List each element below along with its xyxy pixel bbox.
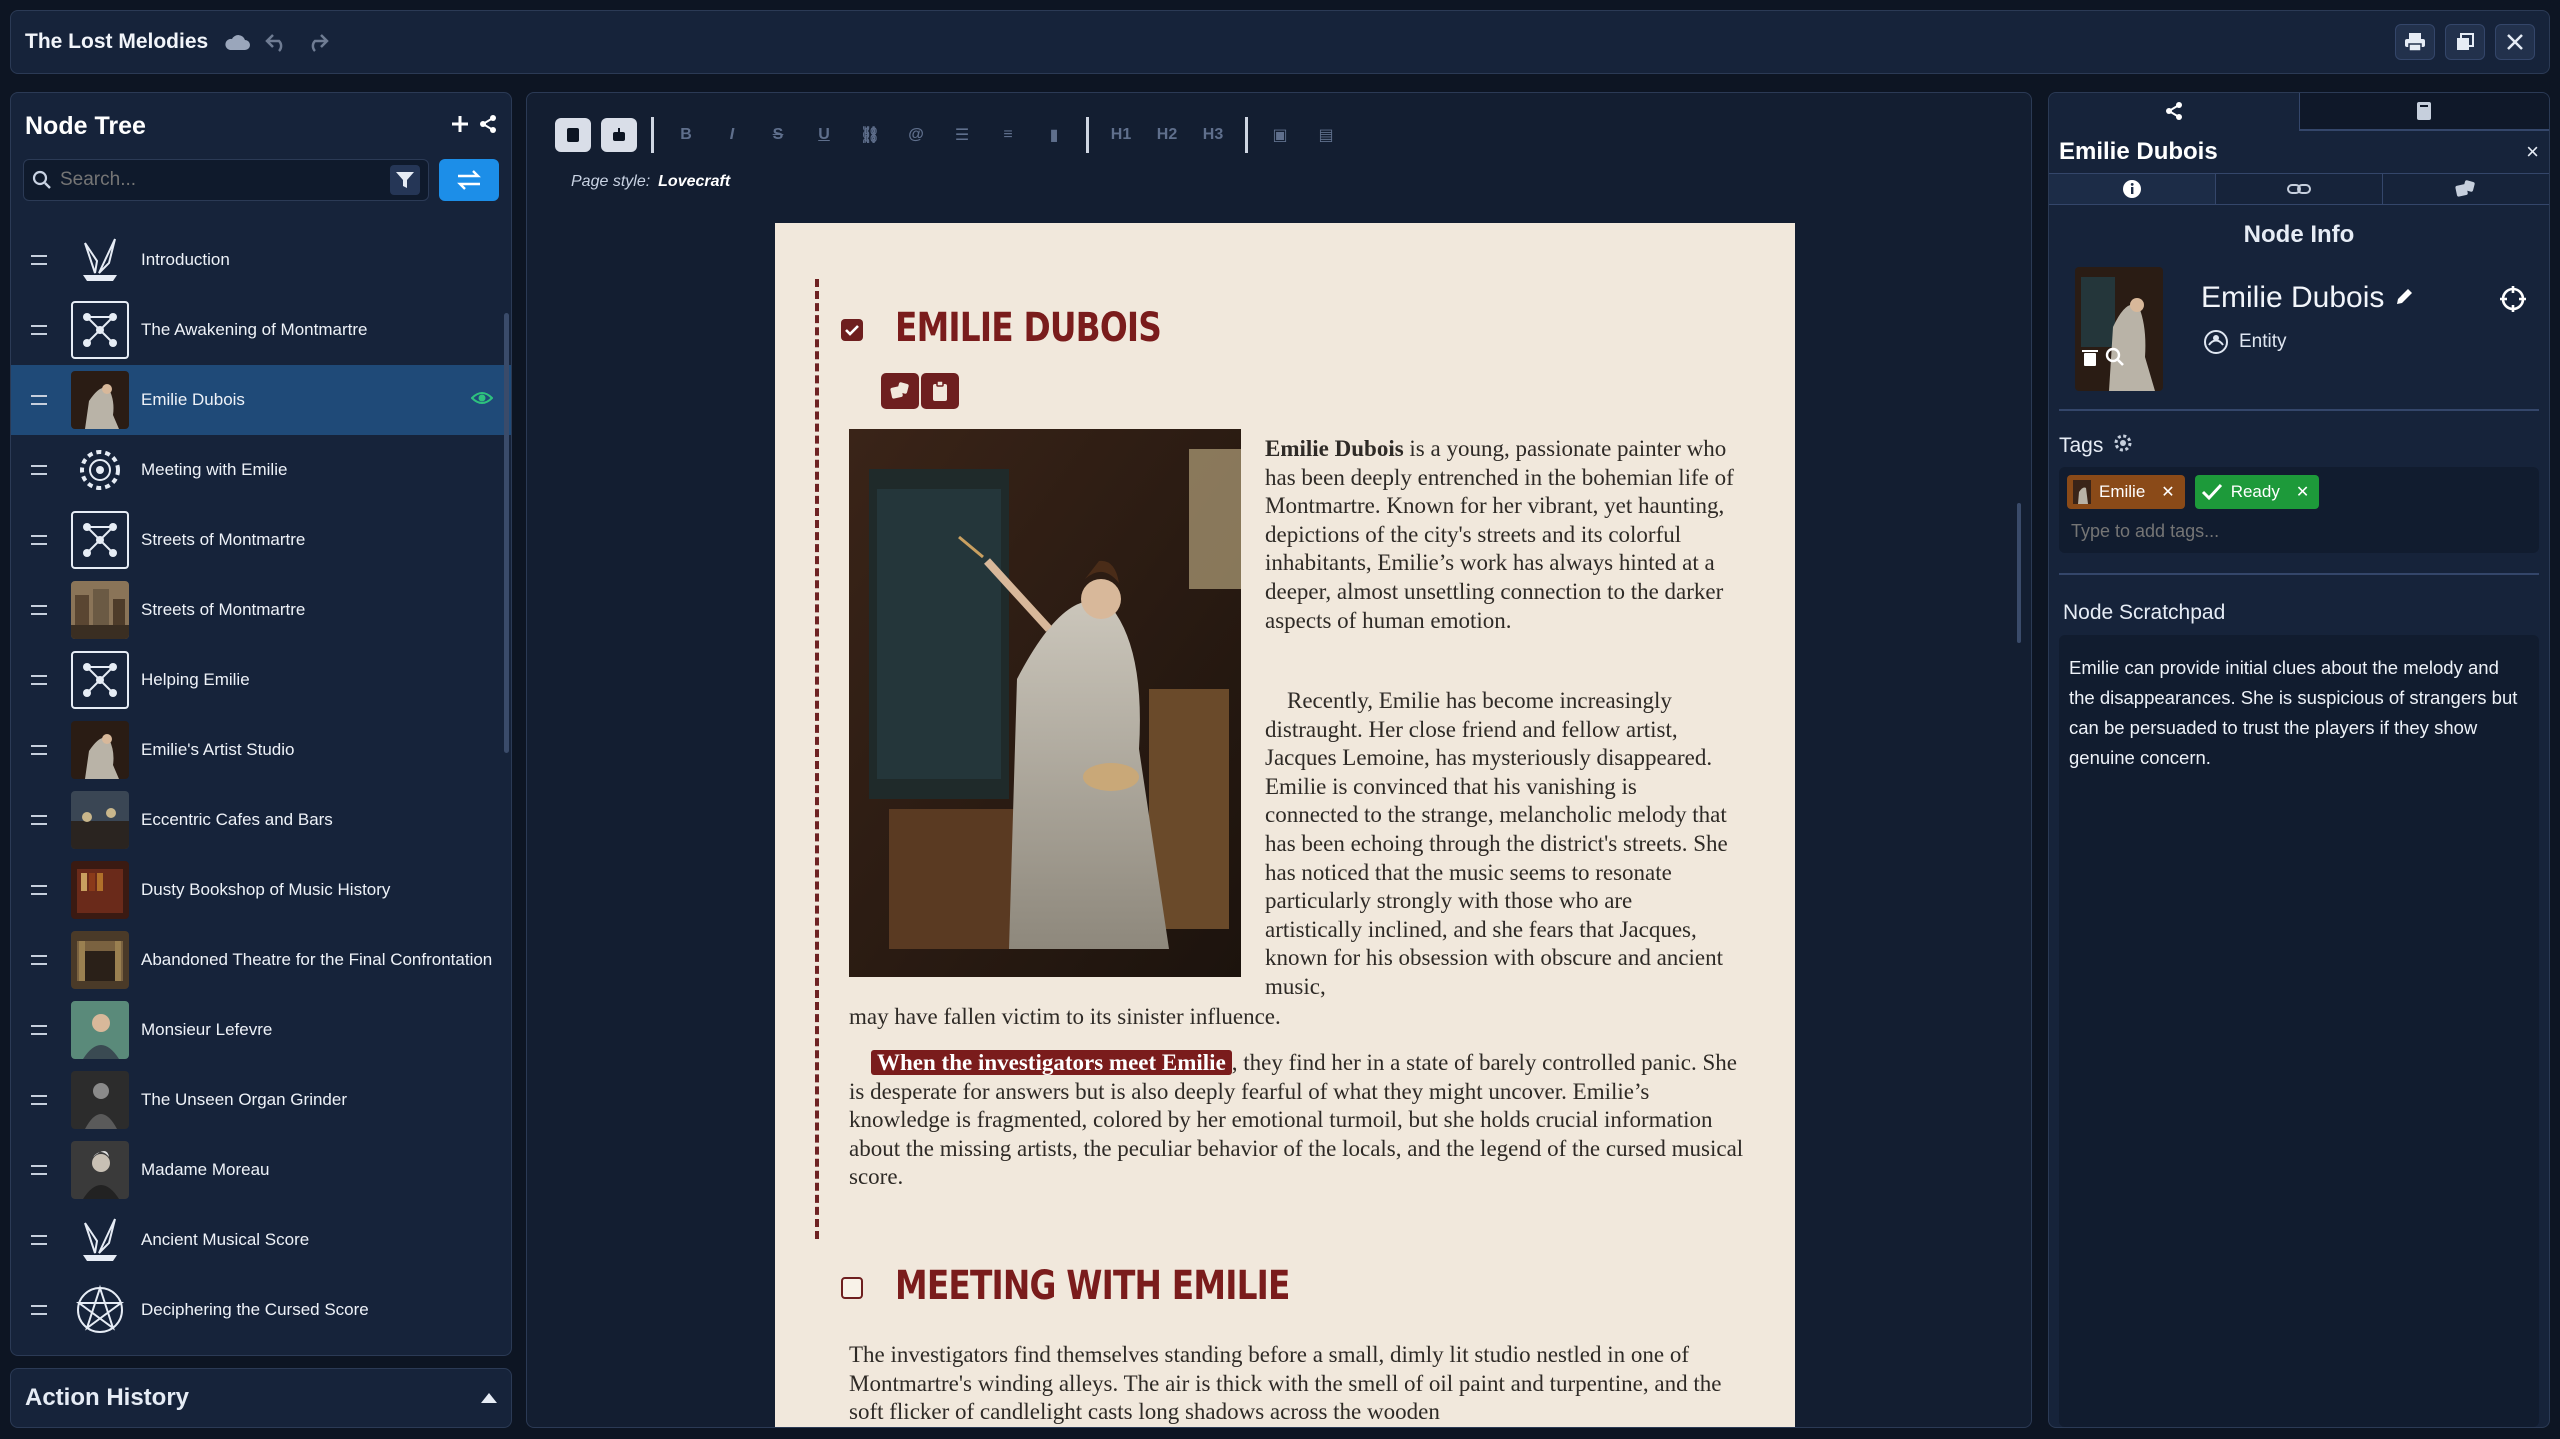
numbered-list-button[interactable] bbox=[990, 118, 1026, 152]
share-tree-button[interactable] bbox=[479, 115, 497, 138]
close-inspector-button[interactable]: × bbox=[2526, 139, 2539, 164]
drag-handle-icon[interactable] bbox=[31, 1165, 47, 1175]
tree-item-label: Meeting with Emilie bbox=[141, 460, 288, 479]
tree-item[interactable] bbox=[11, 225, 511, 295]
quill-book-icon bbox=[71, 1211, 129, 1269]
node-graph-icon bbox=[71, 511, 129, 569]
italic-button[interactable]: I bbox=[729, 126, 735, 143]
heading1-button[interactable]: H1 bbox=[1110, 126, 1132, 143]
tree-item[interactable] bbox=[11, 435, 511, 505]
dice-icon bbox=[2454, 179, 2478, 199]
robot-icon bbox=[611, 127, 627, 143]
tree-item-label: Emilie Dubois bbox=[141, 390, 245, 409]
checkmark-icon bbox=[2201, 482, 2223, 502]
inspector-panel bbox=[2048, 92, 2550, 1428]
toolbar-divider bbox=[1245, 117, 1248, 153]
tree-search-box bbox=[23, 159, 429, 201]
redo-icon[interactable] bbox=[302, 27, 332, 57]
subtab-links[interactable] bbox=[2215, 174, 2382, 204]
portrait-thumb-icon bbox=[2073, 480, 2091, 504]
pentagram-icon bbox=[71, 1281, 129, 1339]
quill-book-icon bbox=[71, 231, 129, 289]
close-icon bbox=[2506, 33, 2524, 51]
node-tree-panel bbox=[10, 92, 512, 1356]
tag-label: Emilie bbox=[2099, 482, 2146, 501]
tree-item-label: Monsieur Lefevre bbox=[141, 1020, 273, 1039]
section1-paragraph2: Recently, Emilie has become increasingly distraught. Her close friend and fellow artist, Jacques Lemoine, has mysteriously disappeared. Emilie is convinced that his vanishing is connected to the strange, melancholic melody that has been echoing through the district's streets. She has noticed that the music seems to resonate particularly strongly with those who are artistically inclined, and she fears that Jacques, known for his obsession with obscure and ancient music, bbox=[1265, 688, 1728, 999]
visibility-eye-icon[interactable] bbox=[471, 387, 493, 414]
node-tree-title: Node Tree bbox=[25, 111, 146, 140]
tree-item[interactable] bbox=[11, 995, 511, 1065]
title-bar bbox=[10, 10, 2550, 74]
tags-settings-button[interactable] bbox=[2113, 433, 2133, 459]
clipboard-icon bbox=[931, 380, 949, 402]
organ-grinder-image bbox=[71, 1071, 129, 1129]
entity-type-text: Entity bbox=[2239, 331, 2287, 352]
page-style-indicator[interactable] bbox=[571, 173, 730, 191]
share-icon bbox=[479, 115, 497, 133]
tag-chip[interactable] bbox=[2195, 475, 2320, 509]
tree-list bbox=[11, 225, 511, 1345]
street-image bbox=[71, 581, 129, 639]
collapse-caret-icon[interactable] bbox=[481, 1393, 497, 1403]
emilie-painting-image bbox=[849, 429, 1241, 977]
link-button[interactable] bbox=[852, 118, 888, 152]
tree-item-label: Madame Moreau bbox=[141, 1160, 270, 1179]
bullet-list-button[interactable] bbox=[944, 118, 980, 152]
filter-button[interactable] bbox=[390, 165, 420, 195]
document-icon bbox=[565, 127, 581, 143]
locate-node-button[interactable] bbox=[2499, 285, 2527, 318]
gear-icon bbox=[2113, 433, 2133, 453]
toolbar-divider bbox=[1086, 117, 1089, 153]
portrait-image bbox=[71, 371, 129, 429]
tree-item[interactable] bbox=[11, 575, 511, 645]
tree-item-label: The Awakening of Montmartre bbox=[141, 320, 368, 339]
tree-item[interactable] bbox=[11, 295, 511, 365]
tag-label: Ready bbox=[2230, 482, 2280, 501]
drag-handle-icon[interactable] bbox=[31, 745, 47, 755]
check-icon bbox=[841, 319, 863, 341]
drag-handle-icon[interactable] bbox=[31, 1025, 47, 1035]
highlighted-phrase[interactable]: When the investigators meet Emilie bbox=[871, 1050, 1232, 1075]
action-history-title: Action History bbox=[25, 1384, 190, 1411]
drag-handle-icon[interactable] bbox=[31, 815, 47, 825]
theatre-image bbox=[71, 931, 129, 989]
insert-image-button[interactable] bbox=[1262, 118, 1298, 152]
entity-name-text: Emilie Dubois bbox=[2201, 281, 2385, 314]
man-image bbox=[71, 1001, 129, 1059]
tree-item-label: Introduction bbox=[141, 250, 230, 269]
drag-handle-icon[interactable] bbox=[31, 325, 47, 335]
ai-assist-button[interactable] bbox=[601, 118, 637, 152]
tree-item-label: Dusty Bookshop of Music History bbox=[141, 880, 391, 899]
drag-handle-icon[interactable] bbox=[31, 1305, 47, 1315]
paragraph3-text: , they find her in a state of barely controlled panic. She is desperate for answers but is also deeply fearful of what they might uncover. Emilie’s knowledge is fragmented, colored by her emotional turmoil, but she holds crucial information about the missing artists, the peculiar behavior of the locals, and the legend of the cursed musical score. bbox=[849, 1050, 1744, 1190]
share-icon bbox=[2165, 102, 2183, 120]
scratchpad-label: Node Scratchpad bbox=[2063, 601, 2226, 624]
tags-label: Tags bbox=[2059, 434, 2104, 457]
magnifier-icon bbox=[2105, 347, 2125, 367]
clipboard-button[interactable] bbox=[921, 373, 959, 409]
document-page bbox=[775, 223, 1795, 1428]
drag-handle-icon[interactable] bbox=[31, 1235, 47, 1245]
drag-handle-icon[interactable] bbox=[31, 255, 47, 265]
entity-summary bbox=[2049, 259, 2549, 409]
tree-item-label: Helping Emilie bbox=[141, 670, 250, 689]
underline-button[interactable]: U bbox=[818, 126, 830, 143]
tree-item[interactable] bbox=[11, 365, 511, 435]
restore-icon bbox=[2455, 32, 2475, 52]
section2-paragraph1: The investigators find themselves standing before a small, dimly lit studio nestled in one of Montmartre's winding alleys. The air is thick with the smell of oil paint and turpentine, and the soft flicker of candlelight casts long shadows across the wooden bbox=[849, 1342, 1722, 1425]
heading2-button[interactable]: H2 bbox=[1156, 126, 1178, 143]
section1-paragraph1 bbox=[1265, 435, 1735, 635]
tags-box bbox=[2059, 467, 2539, 553]
tag-chip[interactable] bbox=[2067, 475, 2185, 509]
node-graph-icon bbox=[71, 301, 129, 359]
heading3-button[interactable]: H3 bbox=[1202, 126, 1224, 143]
quote-button[interactable] bbox=[1036, 118, 1072, 152]
tree-search-input[interactable] bbox=[60, 169, 390, 191]
drag-handle-icon[interactable] bbox=[31, 605, 47, 615]
dice-button[interactable] bbox=[881, 373, 919, 409]
section-checkbox-checked[interactable] bbox=[841, 319, 863, 341]
numbered-list-icon: ≡ bbox=[1003, 126, 1013, 143]
tree-item-label: Streets of Montmartre bbox=[141, 600, 306, 619]
bookshop-image bbox=[71, 861, 129, 919]
entity-type bbox=[2203, 329, 2287, 355]
editor-toolbar bbox=[555, 117, 1344, 153]
printer-icon bbox=[2404, 32, 2426, 52]
add-tag-input[interactable] bbox=[2067, 517, 2531, 546]
tree-item-label: Emilie's Artist Studio bbox=[141, 740, 295, 759]
inspector-title: Emilie Dubois bbox=[2059, 138, 2218, 165]
section2-title: MEETING WITH EMILIE bbox=[895, 1263, 1290, 1309]
book-icon bbox=[2415, 101, 2433, 121]
tree-item-label: Eccentric Cafes and Bars bbox=[141, 810, 333, 829]
entity-name-lead: Emilie Dubois bbox=[1265, 436, 1404, 461]
trash-icon bbox=[2081, 347, 2099, 367]
mention-button[interactable] bbox=[898, 118, 934, 152]
inspector-header bbox=[2049, 131, 2549, 173]
section-checkbox-unchecked[interactable] bbox=[841, 1277, 863, 1299]
tree-item-label: Streets of Montmartre bbox=[141, 530, 306, 549]
entity-avatar[interactable] bbox=[2075, 267, 2163, 391]
tree-item[interactable] bbox=[11, 925, 511, 995]
drag-handle-icon[interactable] bbox=[31, 395, 47, 405]
search-icon bbox=[32, 170, 52, 190]
inspector-tabs bbox=[2049, 93, 2549, 131]
tree-item[interactable] bbox=[11, 1205, 511, 1275]
delete-avatar-button[interactable] bbox=[2081, 347, 2099, 372]
section1-paragraph3 bbox=[849, 1049, 1749, 1192]
insert-media-button[interactable] bbox=[1308, 118, 1344, 152]
toggle-sort-button[interactable] bbox=[439, 159, 499, 201]
toolbar-divider bbox=[651, 117, 654, 153]
close-window-button[interactable] bbox=[2495, 24, 2535, 60]
editor-panel bbox=[526, 92, 2032, 1428]
link-icon bbox=[2287, 181, 2311, 197]
paragraph1-text: is a young, passionate painter who has been deeply entrenched in the bohemian life of Montmartre. Known for her vibrant, yet haunting, depictions of the city's streets and its colorful inhabitants, Emilie’s work has always hinted at a deeper, almost unsettling connection to the darker aspects of human emotion. bbox=[1265, 436, 1734, 633]
remove-tag-icon[interactable]: ✕ bbox=[2161, 484, 2175, 501]
dice-icon bbox=[889, 381, 911, 401]
strikethrough-button[interactable]: S bbox=[772, 126, 784, 143]
entity-name bbox=[2201, 281, 2414, 315]
node-info-title: Node Info bbox=[2243, 221, 2355, 248]
image-icon: ▣ bbox=[1272, 127, 1288, 144]
tree-scrollbar[interactable] bbox=[504, 313, 509, 753]
drag-handle-icon[interactable] bbox=[31, 885, 47, 895]
edit-name-button[interactable] bbox=[2394, 281, 2414, 315]
tab-document[interactable] bbox=[2299, 93, 2550, 131]
tree-item[interactable] bbox=[11, 785, 511, 855]
tree-item[interactable] bbox=[11, 855, 511, 925]
tree-item-label: Abandoned Theatre for the Final Confrontation bbox=[141, 950, 493, 969]
tree-item[interactable] bbox=[11, 505, 511, 575]
quote-icon: ▮ bbox=[1049, 127, 1059, 144]
cafe-image bbox=[71, 791, 129, 849]
subtab-info[interactable] bbox=[2049, 174, 2215, 204]
pencil-icon bbox=[2394, 287, 2414, 307]
cloud-sync-icon[interactable] bbox=[222, 27, 252, 57]
tree-item[interactable] bbox=[11, 1275, 511, 1345]
link-icon: ⛓ bbox=[859, 127, 881, 144]
drag-handle-icon[interactable] bbox=[31, 1095, 47, 1105]
tree-item-label: Deciphering the Cursed Score bbox=[141, 1300, 369, 1319]
inspector-subtabs bbox=[2049, 173, 2549, 205]
plus-icon bbox=[451, 115, 469, 133]
edit-mode-button[interactable] bbox=[555, 118, 591, 152]
drag-handle-icon[interactable] bbox=[31, 955, 47, 965]
filter-icon bbox=[395, 170, 415, 190]
remove-tag-icon[interactable]: ✕ bbox=[2295, 484, 2310, 501]
tree-item[interactable] bbox=[11, 645, 511, 715]
print-button[interactable] bbox=[2395, 24, 2435, 60]
drag-handle-icon[interactable] bbox=[31, 465, 47, 475]
page-style-value: Lovecraft bbox=[658, 173, 731, 190]
portrait-image bbox=[71, 721, 129, 779]
scratchpad-textarea[interactable]: Emilie can provide initial clues about the melody and the disappearances. She is suspicious of strangers but can be persuaded to trust the players if they show genuine concern. bbox=[2059, 635, 2539, 1427]
subtab-dice[interactable] bbox=[2382, 174, 2549, 204]
section-title: EMILIE DUBOIS bbox=[895, 305, 1162, 351]
at-icon: @ bbox=[908, 126, 924, 143]
page-style-label: Page style: bbox=[571, 173, 651, 190]
entity-type-icon bbox=[2203, 329, 2229, 355]
swap-arrows-icon bbox=[456, 169, 482, 191]
tags-header bbox=[2049, 411, 2549, 467]
undo-icon[interactable] bbox=[262, 27, 292, 57]
action-history-panel[interactable] bbox=[10, 1368, 512, 1428]
tree-item-label: The Unseen Organ Grinder bbox=[141, 1090, 347, 1109]
gear-emblem-icon bbox=[71, 441, 129, 499]
drag-handle-icon[interactable] bbox=[31, 675, 47, 685]
tree-item[interactable] bbox=[11, 715, 511, 785]
app-title: The Lost Melodies bbox=[25, 30, 209, 53]
tree-item-label: Ancient Musical Score bbox=[141, 1230, 310, 1249]
restore-window-button[interactable] bbox=[2445, 24, 2485, 60]
node-tree-header bbox=[11, 93, 511, 159]
tab-node-relations[interactable] bbox=[2049, 93, 2299, 131]
editor-scrollbar[interactable] bbox=[2017, 503, 2021, 643]
section-mini-toolbar bbox=[881, 373, 959, 409]
tree-item[interactable] bbox=[11, 1065, 511, 1135]
node-graph-icon bbox=[71, 651, 129, 709]
bold-button[interactable]: B bbox=[680, 126, 692, 143]
bullet-list-icon: ☰ bbox=[954, 127, 970, 144]
drag-handle-icon[interactable] bbox=[31, 535, 47, 545]
tree-item[interactable] bbox=[11, 1135, 511, 1205]
info-icon bbox=[2122, 179, 2142, 199]
add-node-button[interactable] bbox=[451, 115, 469, 138]
woman-image bbox=[71, 1141, 129, 1199]
media-icon: ▤ bbox=[1318, 127, 1334, 144]
section-marker-line bbox=[815, 279, 819, 1239]
zoom-avatar-button[interactable] bbox=[2105, 347, 2125, 372]
crosshair-icon bbox=[2499, 285, 2527, 313]
section1-paragraph2-tail: may have fallen victim to its sinister influence. bbox=[849, 1004, 1281, 1029]
